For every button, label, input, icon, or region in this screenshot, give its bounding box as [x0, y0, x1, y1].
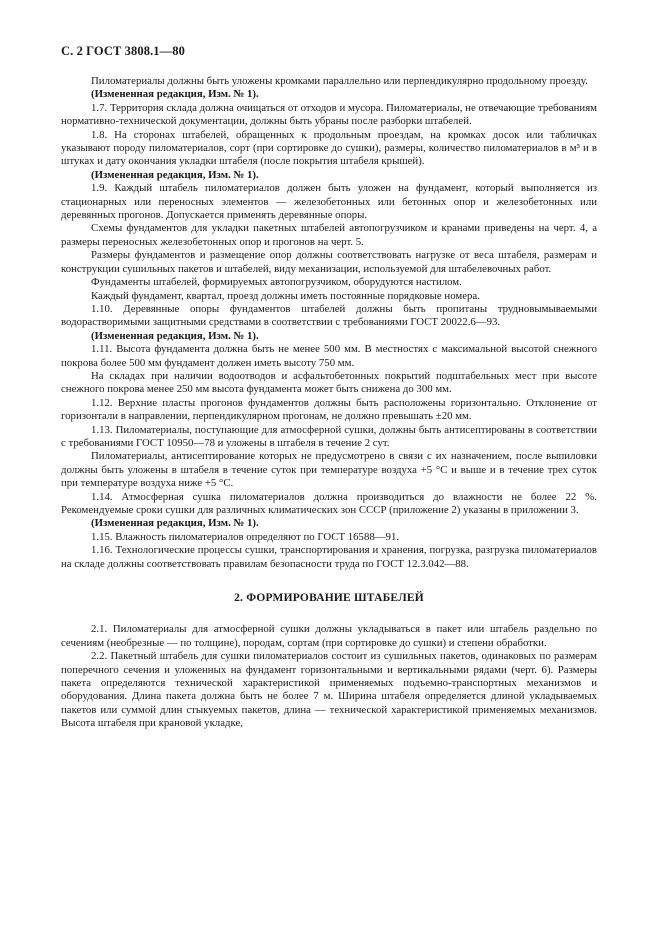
paragraph: 1.15. Влажность пиломатериалов определяют по ГОСТ 16588—91. [91, 530, 400, 543]
paragraph: Размеры фундаментов и размещение опор должны соответствовать нагрузке от веса штабеля, размерам и конструкции сушильных пакетов и штабелей, виду механизации, используемой для штабелевочных работ. [61, 249, 597, 275]
paragraph: 1.10. Деревянные опоры фундаментов штабелей должны быть пропитаны трудновымываемыми водорастворимыми защитными средствами в соответствии с требованиями ГОСТ 20022.6—93. [61, 302, 597, 329]
page-header: С. 2 ГОСТ 3808.1—80 [61, 44, 185, 58]
amendment-note: (Измененная редакция, Изм. № 1). [91, 88, 259, 101]
paragraph: Схемы фундаментов для укладки пакетных штабелей автопогрузчиком и кранами приведены на черт. 4, а размеры переносных железобетонных опор и прогонов на черт. 5. [61, 222, 597, 248]
paragraph: 1.14. Атмосферная сушка пиломатериалов должна производиться до влажности не более 22 %. Рекомендуемые сроки сушки для различных климатических зон СССР (приложение 2) указаны в приложении 3. [61, 490, 597, 516]
paragraph: 1.8. На сторонах штабелей, обращенных к продольным проездам, на кромках досок или табличках указывают породу пиломатериалов, сорт (при сортировке до сушки), размеры, количество пиломатериалов в м³ и в штуках и дату окончания укладки штабеля (после покрытия штабеля крышей). [61, 128, 597, 168]
paragraph: 1.12. Верхние пласты прогонов фундаментов должны быть расположены горизонтально. Отклонение от горизонтали в направлении, перпендикулярном прогонам, не должно превышать ±20 мм. [61, 396, 597, 423]
section-2 [61, 623, 597, 730]
section-1-continued [61, 75, 597, 571]
paragraph: 1.11. Высота фундамента должна быть не менее 500 мм. В местностях с максимальной высотой снежного покрова более 500 мм фундамент должен иметь высоту 750 мм. [61, 343, 597, 369]
amendment-note: (Измененная редакция, Изм. № 1). [91, 517, 259, 530]
paragraph: 1.16. Технологические процессы сушки, транспортирования и хранения, погрузка, разгрузка пиломатериалов на складе должны соответствовать правилам безопасности труда по ГОСТ 12.3.042—88. [61, 544, 597, 570]
paragraph: На складах при наличии водоотводов и асфальтобетонных покрытий подштабельных мест при высоте снежного покрова менее 250 мм высота фундамента может быть снижена до 300 мм. [61, 369, 597, 396]
paragraph: Фундаменты штабелей, формируемых автопогрузчиком, оборудуются настилом. [91, 276, 462, 289]
body-text [61, 75, 597, 731]
paragraph: Каждый фундамент, квартал, проезд должны иметь постоянные порядковые номера. [91, 289, 480, 302]
paragraph: 2.2. Пакетный штабель для сушки пиломатериалов состоит из сушильных пакетов, одинаковых по размерам поперечного сечения и уложенных на фундамент горизонтальными и вертикальными рядами (черт. 6). Размеры пакета определяются технической характеристикой применяемых подъемно-транспортных механизмов и оборудования. Длина пакета должна быть не более 7 м. Ширина штабеля определяется длиной укладываемых пакетов или суммой длин стыкуемых пакетов, длина — технической характеристикой применяемых механизмов. Высота штабеля при крановой укладке, [61, 650, 597, 730]
paragraph: 2.1. Пиломатериалы для атмосферной сушки должны укладываться в пакет или штабель раздельно по сечениям (необрезные — по толщине), породам, сортам (при сортировке до сушки) и степени обработки. [61, 623, 597, 649]
amendment-note: (Измененная редакция, Изм. № 1). [91, 329, 259, 342]
paragraph: 1.9. Каждый штабель пиломатериалов должен быть уложен на фундамент, который выполняется из стационарных или переносных элементов — железобетонных или бетонных опор и железобетонных или деревянных прогонов. Допускается применять деревянные опоры. [61, 182, 597, 222]
amendment-note: (Измененная редакция, Изм. № 1). [91, 168, 259, 181]
paragraph: 1.7. Территория склада должна очищаться от отходов и мусора. Пиломатериалы, не отвечающие требованиям нормативно-технической документации, должны быть убраны после разборки штабелей. [61, 101, 597, 128]
paragraph: Пиломатериалы, антисептирование которых не предусмотрено в связи с их назначением, после выпиловки должны быть уложены в штабеля в течение суток при температуре воздуха +5 °С и выше и в течение трех суток при температуре воздуха ниже +5 °С. [61, 450, 597, 490]
paragraph: Пиломатериалы должны быть уложены кромками параллельно или перпендикулярно продольному проезду. [91, 75, 588, 87]
paragraph: 1.13. Пиломатериалы, поступающие для атмосферной сушки, должны быть антисептированы в соответствии с требованиями ГОСТ 10950—78 и уложены в штабеля в течение 2 сут. [61, 423, 597, 449]
section-title: 2. ФОРМИРОВАНИЕ ШТАБЕЛЕЙ [234, 592, 424, 605]
